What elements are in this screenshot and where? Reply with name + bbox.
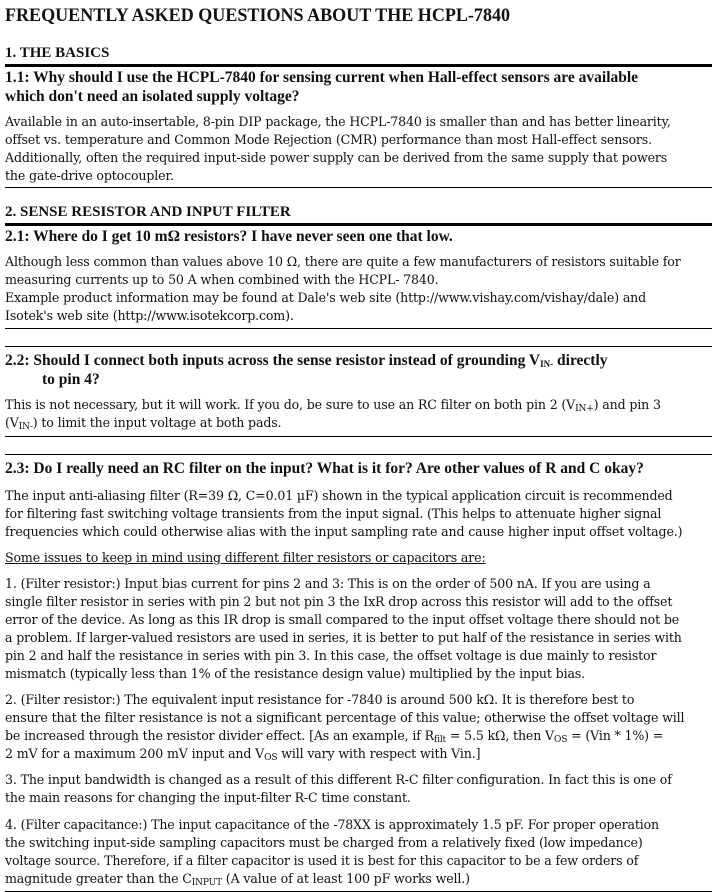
- text-run: the switching input-side sampling capacitors must be charged from a relatively fixed (low impedance): [5, 835, 643, 850]
- text-line: [5, 113, 712, 131]
- text-run: This is not necessary, but it will work. If you do, be sure to use an RC filter on both pin 2 (V: [5, 397, 576, 412]
- divider: [5, 346, 712, 347]
- document-title: FREQUENTLY ASKED QUESTIONS ABOUT THE HCPL-7840: [5, 5, 511, 26]
- text-line: [5, 370, 712, 389]
- issue-4: [5, 816, 712, 888]
- question-2-2: [5, 351, 712, 389]
- text-line: [5, 487, 712, 505]
- text-line: [5, 167, 712, 185]
- text-run: the main reasons for changing the input-filter R-C time constant.: [5, 790, 411, 805]
- text-run: 2.2: Should I connect both inputs across the sense resistor instead of grounding V: [5, 352, 541, 369]
- text-run: 2 mV for a maximum 200 mV input and V: [5, 746, 265, 761]
- text-run: Example product information may be found at Dale's web site (http://www.vishay.com/vishay/dale) and: [5, 290, 647, 305]
- text-line: [5, 396, 712, 414]
- text-run: Isotek's web site (http://www.isotekcorp.com).: [5, 308, 294, 323]
- section-heading: 1. THE BASICS: [5, 45, 110, 61]
- text-run: offset vs. temperature and Common Mode Rejection (CMR) performance than most Hall-effect sensors.: [5, 132, 652, 147]
- text-line: [5, 253, 712, 271]
- text-line: [5, 771, 712, 789]
- text-run: 2.1: Where do I get 10 mΩ resistors? I have never seen one that low.: [5, 228, 453, 245]
- text-line: [5, 611, 712, 629]
- issue-3: [5, 771, 712, 807]
- text-run: ensure that the filter resistance is not a significant percentage of this value; otherwise the offset voltage will: [5, 710, 685, 725]
- text-run: voltage source. Therefore, if a filter capacitor is used it is best for this capacitor to be a few orders of: [5, 853, 639, 868]
- text-run: (A value of at least 100 pF works well.): [221, 871, 470, 886]
- text-run: Additionally, often the required input-side power supply can be derived from the same supply that powers: [5, 150, 668, 165]
- divider: [5, 454, 712, 455]
- subscript: OS: [553, 735, 568, 745]
- question-2-3: [5, 459, 712, 478]
- section-divider: [5, 64, 712, 67]
- text-line: [5, 665, 712, 683]
- text-run: 2.3: Do I really need an RC filter on the input? What is it for? Are other values of R and C okay?: [5, 460, 644, 477]
- issues-intro: [5, 549, 712, 567]
- text-line: [5, 351, 712, 370]
- answer-paragraph: [5, 396, 712, 432]
- text-run: 1. (Filter resistor:) Input bias current for pins 2 and 3: This is on the order of 500 nA. If you are using a: [5, 576, 651, 591]
- text-run: = 5.5 kΩ, then V: [446, 728, 554, 743]
- text-line: [5, 68, 712, 87]
- text-line: [5, 271, 712, 289]
- text-run: pin 2 and half the resistance in series with pin 3. In this case, the offset voltage is due mainly to resistor: [5, 648, 657, 663]
- text-line: [5, 691, 712, 709]
- text-run: 2. (Filter resistor:) The equivalent input resistance for -7840 is around 500 kΩ. It is therefore best to: [5, 692, 635, 707]
- text-run: 1.1: Why should I use the HCPL-7840 for sensing current when Hall-effect sensors are available: [5, 69, 639, 86]
- text-line: [5, 549, 712, 567]
- text-run: measuring currents up to 50 A when combined with the HCPL- 7840.: [5, 272, 439, 287]
- text-line: [5, 727, 712, 745]
- text-run: a problem. If larger-valued resistors are used in series, it is better to put half of the resistance in series with: [5, 630, 682, 645]
- issue-2: [5, 691, 712, 763]
- text-run: for filtering fast switching voltage transients from the input signal. (This helps to attenuate higher signal: [5, 506, 662, 521]
- text-line: [5, 745, 712, 763]
- answer-paragraph: [5, 113, 712, 185]
- divider: [5, 187, 712, 188]
- text-run: ) to limit the input voltage at both pads.: [32, 415, 282, 430]
- section-heading: 2. SENSE RESISTOR AND INPUT FILTER: [5, 204, 291, 220]
- text-line: [5, 87, 712, 106]
- text-run: 3. The input bandwidth is changed as a result of this different R-C filter configuration. In fact this is one of: [5, 772, 672, 787]
- text-run: be increased through the resistor divider effect. [As an example, if R: [5, 728, 434, 743]
- issue-1: [5, 575, 712, 683]
- text-line: [5, 816, 712, 834]
- text-line: [5, 870, 712, 888]
- text-run: Some issues to keep in mind using different filter resistors or capacitors are:: [5, 550, 486, 565]
- text-run: frequencies which could otherwise alias with the input sampling rate and cause higher input offset voltage.): [5, 524, 683, 539]
- answer-paragraph: [5, 253, 712, 325]
- text-run: Available in an auto-insertable, 8-pin DIP package, the HCPL-7840 is smaller than and has better linearity,: [5, 114, 671, 129]
- text-line: [5, 307, 712, 325]
- question-1-1: [5, 68, 712, 106]
- text-line: [5, 131, 712, 149]
- text-run: mismatch (typically less than 1% of the resistance design value) multiplied by the input bias.: [5, 666, 585, 681]
- text-run: the gate-drive optocoupler.: [5, 168, 174, 183]
- text-run: which don't need an isolated supply voltage?: [5, 88, 300, 105]
- subscript: filt: [433, 735, 447, 745]
- text-run: (V: [5, 415, 19, 430]
- text-line: [5, 852, 712, 870]
- subscript: INPUT: [191, 878, 222, 888]
- text-line: [5, 709, 712, 727]
- subscript: IN+: [575, 404, 594, 414]
- text-run: will vary with respect with Vin.]: [277, 746, 481, 761]
- text-line: [5, 593, 712, 611]
- text-line: [5, 227, 712, 246]
- faq-document: [0, 5, 718, 892]
- question-2-1: [5, 227, 712, 246]
- text-run: single filter resistor in series with pin 2 but not pin 3 the IxR drop across this resistor will add to the offset: [5, 594, 673, 609]
- text-line: [5, 289, 712, 307]
- subscript: IN-: [540, 359, 554, 369]
- text-line: [5, 459, 712, 478]
- divider: [5, 436, 712, 437]
- text-run: directly: [553, 352, 608, 369]
- divider: [5, 328, 712, 329]
- text-line: [5, 575, 712, 593]
- text-line: [5, 629, 712, 647]
- text-line: [5, 505, 712, 523]
- text-run: The input anti-aliasing filter (R=39 Ω, C=0.01 µF) shown in the typical application circuit is recommended: [5, 488, 673, 503]
- text-run: to pin 4?: [42, 371, 100, 388]
- text-line: [5, 414, 712, 432]
- text-run: ) and pin 3: [593, 397, 661, 412]
- text-run: 4. (Filter capacitance:) The input capacitance of the -78XX is approximately 1.5 pF. For proper operation: [5, 817, 660, 832]
- text-run: magnitude greater than the C: [5, 871, 192, 886]
- text-run: error of the device. As long as this IR drop is small compared to the input offset voltage there should not be: [5, 612, 680, 627]
- text-run: Although less common than values above 10 Ω, there are quite a few manufacturers of resistors suitable for: [5, 254, 681, 269]
- text-line: [5, 149, 712, 167]
- text-line: [5, 789, 712, 807]
- text-run: = (Vin * 1%) =: [567, 728, 664, 743]
- text-line: [5, 834, 712, 852]
- subscript: IN-: [18, 422, 33, 432]
- answer-paragraph: [5, 487, 712, 541]
- subscript: OS: [264, 753, 278, 763]
- text-line: [5, 523, 712, 541]
- section-divider: [5, 223, 712, 226]
- text-line: [5, 647, 712, 665]
